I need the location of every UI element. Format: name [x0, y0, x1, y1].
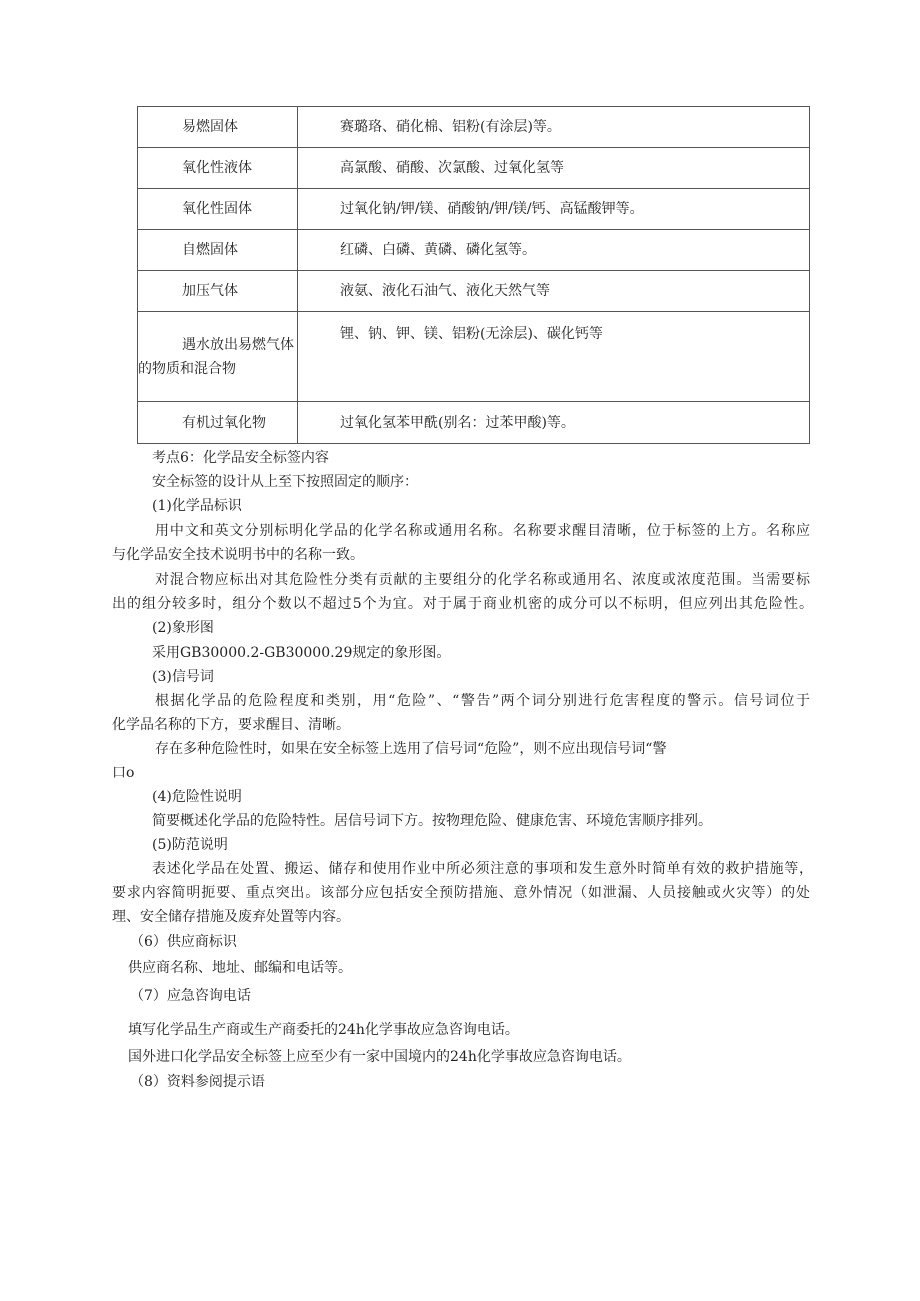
paragraph-line: 安全标签的设计从上至下按照固定的顺序： [152, 474, 418, 490]
subheading: （8）资料参阅提示语 [130, 1074, 265, 1090]
table-row [138, 148, 810, 189]
category-cell: 加压气体 [138, 271, 298, 312]
paragraph-line: 国外进口化学品安全标签上应至少有一家中国境内的24h化学事故应急咨询电话。 [128, 1049, 631, 1065]
subheading: (5)防范说明 [152, 837, 228, 853]
table-row [138, 271, 810, 312]
category-cell: 易燃固体 [138, 107, 298, 148]
examples-cell: 过氧化钠/钾/镁、硝酸钠/钾/镁/钙、高锰酸钾等。 [298, 189, 810, 230]
category-cell: 有机过氧化物 [138, 402, 298, 444]
paragraph-line: 根据化学品的危险程度和类别，用“危险”、“警告”两个词分别进行危害程度的警示。信号词位于 [155, 693, 810, 709]
table-row [138, 402, 810, 444]
category-cell: 氧化性固体 [138, 189, 298, 230]
paragraph-line: 口o [112, 765, 135, 781]
paragraph-line: 简要概述化学品的危险特性。居信号词下方。按物理危险、健康危害、环境危害顺序排列。 [152, 813, 712, 829]
examples-cell: 高氯酸、硝酸、次氯酸、过氧化氢等 [298, 148, 810, 189]
subheading: (2)象形图 [152, 620, 214, 636]
examples-cell: 液氨、液化石油气、液化天然气等 [298, 271, 810, 312]
table-row [138, 230, 810, 271]
paragraph-line: 与化学品安全技术说明书中的名称一致。 [112, 547, 364, 563]
paragraph-line: 填写化学品生产商或生产商委托的24h化学事故应急咨询电话。 [128, 1022, 519, 1038]
examples-cell: 过氧化氢苯甲酰(别名：过苯甲酸)等。 [298, 402, 810, 444]
category-cell: 自燃固体 [138, 230, 298, 271]
section-heading: 考点6：化学品安全标签内容 [152, 450, 329, 466]
subheading: （6）供应商标识 [130, 934, 237, 950]
paragraph-line: 采用GB30000.2-GB30000.29规定的象形图。 [152, 645, 451, 661]
table-row [138, 107, 810, 148]
paragraph-line: 理、安全储存措施及废弃处置等内容。 [112, 909, 350, 925]
paragraph-line: 用中文和英文分别标明化学品的化学名称或通用名称。名称要求醒目清晰，位于标签的上方。名称应 [155, 523, 810, 539]
subheading: （7）应急咨询电话 [130, 988, 251, 1004]
subheading: (4)危险性说明 [152, 789, 242, 805]
paragraph-line: 表述化学品在处置、搬运、储存和使用作业中所必须注意的事项和发生意外时简单有效的救护措施等， [152, 861, 813, 877]
table-row [138, 189, 810, 230]
subheading: (3)信号词 [152, 669, 214, 685]
examples-cell: 赛璐珞、硝化棉、铝粉(有涂层)等。 [298, 107, 810, 148]
paragraph-line: 要求内容简明扼要、重点突出。该部分应包括安全预防措施、意外情况（如泄漏、人员接触或火灾等）的处 [112, 885, 810, 901]
category-cell: 氧化性液体 [138, 148, 298, 189]
category-cell: 遇水放出易燃气体的物质和混合物 [138, 312, 298, 402]
paragraph-line: 供应商名称、地址、邮编和电话等。 [128, 960, 352, 976]
paragraph-line: 化学品名称的下方，要求醒目、清晰。 [112, 717, 350, 733]
examples-cell: 红磷、白磷、黄磷、磷化氢等。 [298, 230, 810, 271]
examples-cell: 锂、钠、钾、镁、铝粉(无涂层)、碳化钙等 [298, 312, 810, 402]
subheading: (1)化学品标识 [152, 498, 242, 514]
hazard-class-table [137, 106, 810, 444]
paragraph-line: 出的组分较多时，组分个数以不超过5个为宜。对于属于商业机密的成分可以不标明，但应列出其危险性。 [112, 596, 813, 612]
paragraph-line: 对混合物应标出对其危险性分类有贡献的主要组分的化学名称或通用名、浓度或浓度范围。当需要标 [155, 572, 810, 588]
paragraph-line: 存在多种危险性时，如果在安全标签上选用了信号词“危险”，则不应出现信号词“警 [155, 741, 667, 757]
table-row [138, 312, 810, 402]
